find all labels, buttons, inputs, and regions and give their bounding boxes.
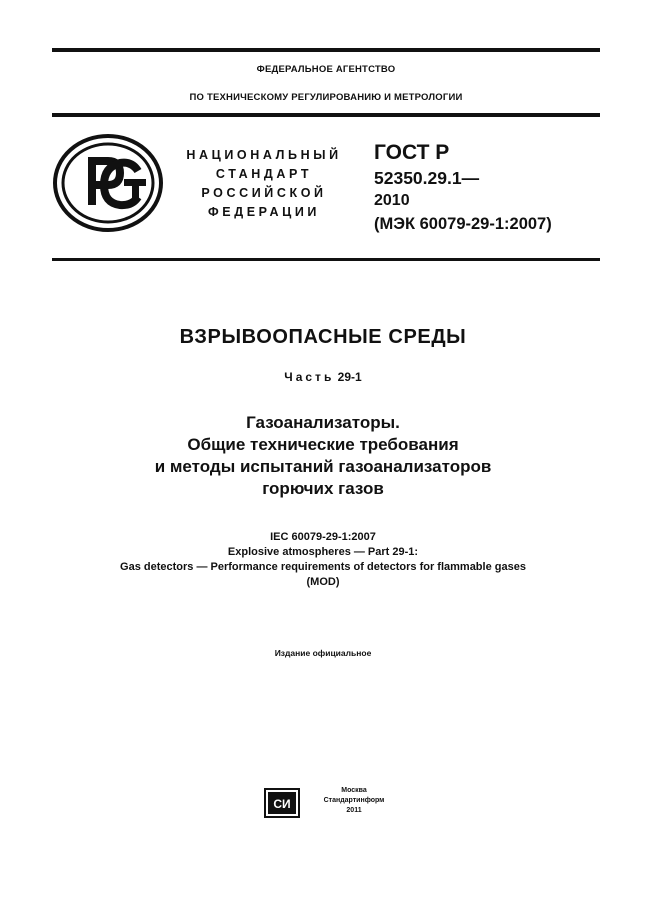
iec-line: Explosive atmospheres — Part 29-1: bbox=[227, 546, 419, 558]
top-rule bbox=[52, 48, 600, 52]
iec-line: IEC 60079-29-1:2007 bbox=[270, 531, 376, 543]
designation-number: 52350.29.1— bbox=[374, 168, 480, 188]
document-part bbox=[0, 370, 646, 384]
standard-designation bbox=[374, 140, 552, 236]
part-number: 29-1 bbox=[337, 370, 362, 384]
document-subtitle bbox=[0, 412, 646, 500]
standard-label-line: РОССИЙСКОЙ bbox=[201, 186, 327, 200]
iec-line: (MOD) bbox=[306, 576, 340, 588]
part-word: Часть bbox=[284, 370, 335, 384]
agency-line-1: ФЕДЕРАЛЬНОЕ АГЕНТСТВО bbox=[256, 64, 396, 75]
publisher-logo-mark: СИ bbox=[273, 797, 291, 811]
standard-label-line: ФЕДЕРАЦИИ bbox=[207, 205, 320, 219]
designation-prefix: ГОСТ Р bbox=[374, 141, 450, 164]
subtitle-line: горючих газов bbox=[262, 479, 384, 498]
standard-block-rule bbox=[52, 258, 600, 261]
publisher-name: Стандартинформ bbox=[323, 797, 385, 804]
subtitle-line: Газоанализаторы. bbox=[246, 413, 400, 432]
standartinform-logo-icon bbox=[264, 788, 300, 818]
national-standard-label bbox=[170, 146, 358, 222]
publisher-info bbox=[310, 786, 398, 816]
document-main-title: ВЗРЫВООПАСНЫЕ СРЕДЫ bbox=[179, 326, 467, 348]
header-rule bbox=[52, 113, 600, 117]
designation-equivalent: (МЭК 60079-29-1:2007) bbox=[374, 215, 552, 233]
designation-year: 2010 bbox=[374, 192, 410, 209]
standard-label-line: СТАНДАРТ bbox=[215, 167, 313, 181]
standard-label-line: НАЦИОНАЛЬНЫЙ bbox=[186, 148, 342, 162]
subtitle-line: Общие технические требования bbox=[187, 435, 459, 454]
subtitle-line: и методы испытаний газоанализаторов bbox=[154, 457, 492, 476]
official-edition-label: Издание официальное bbox=[274, 648, 372, 658]
agency-line-2: ПО ТЕХНИЧЕСКОМУ РЕГУЛИРОВАНИЮ И МЕТРОЛОГИИ bbox=[189, 92, 463, 103]
publisher-year: 2011 bbox=[346, 807, 362, 814]
publisher-city: Москва bbox=[341, 787, 367, 794]
iec-line: Gas detectors — Performance requirements of detectors for flammable gases bbox=[120, 561, 526, 573]
iec-reference bbox=[0, 530, 646, 590]
gost-r-certification-logo-icon bbox=[52, 133, 164, 233]
